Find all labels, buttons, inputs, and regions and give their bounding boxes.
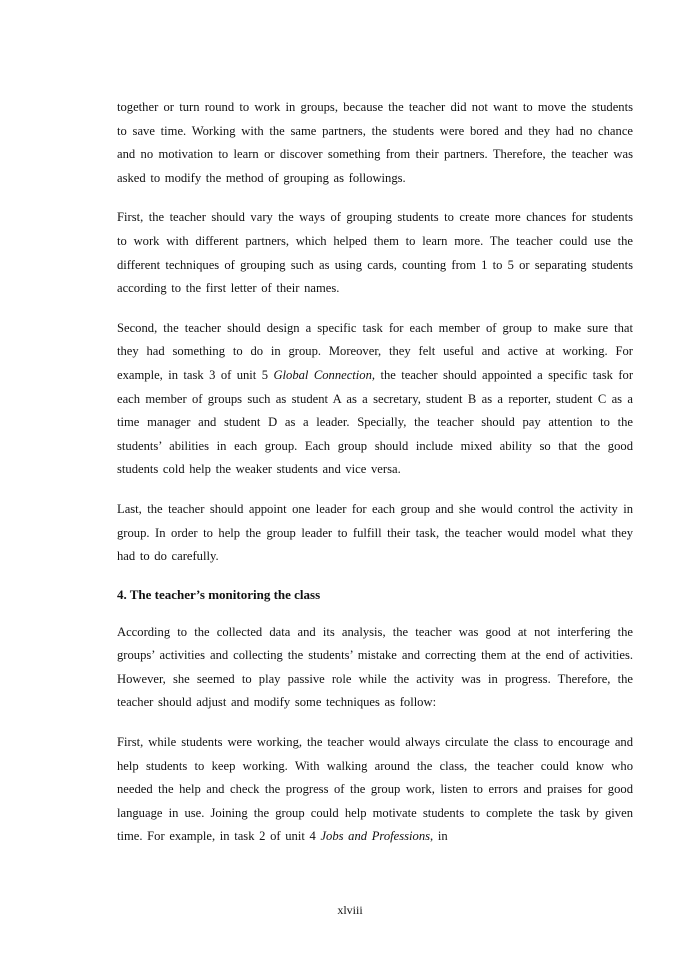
unit-title: Jobs and Professions (320, 829, 431, 844)
paragraph-text: the teacher should appointed a specific task for each member of groups such as student A as a secretary, student B as a reporter, student C as a time manager and student D as a leader. Specially, the teacher should pay attention to the students’ abilities in each group. Each group should include mixed ability so that the good students cold help the weaker students and vice versa. (117, 367, 634, 477)
paragraph-text: Second, the teacher should design a specific task for each member of group to make sure that they had something to do in group. Moreover, they felt useful and active at working. For example, in task 3 of unit 5 (117, 320, 633, 382)
page-body (117, 96, 633, 865)
paragraph-monitoring-analysis: According to the collected data and its analysis, the teacher was good at not interfering the groups’ activities and collecting the students’ mistake and correcting them at the end of activities. However, she seemed to play passive role while the activity was in progress. Therefore, the teacher should adjust and modify some techniques as follow: (117, 624, 633, 710)
paragraph-specific-task (117, 317, 633, 482)
paragraph-grouping-problem: together or turn round to work in groups, because the teacher did not want to move the students to save time. Working with the same partners, the students were bored and they had no chance and no motivation to learn or discover something from their partners. Therefore, the teacher was asked to modify the method of grouping as followings. (117, 100, 633, 185)
paragraph-circulate-class (117, 731, 633, 849)
paragraph-text: , in (430, 829, 448, 844)
page-number: xlviii (337, 903, 363, 917)
unit-title: Global Connection, (273, 367, 376, 382)
section-heading: 4. The teacher’s monitoring the class (117, 586, 321, 602)
paragraph-text: First, while students were working, the teacher would always circulate the class to encourage and help students to keep working. With walking around the class, the teacher could know who needed the help and check the progress of the group work, listen to errors and praises for good language in use. Joining the group could help motivate students to complete the task by given time. For example, in task 2 of unit 4 (117, 735, 633, 844)
paragraph-vary-grouping: First, the teacher should vary the ways of grouping students to create more chances for students to work with different partners, which helped them to learn more. The teacher could use the different techniques of grouping such as using cards, counting from 1 to 5 or separating students according to the first letter of their names. (117, 210, 633, 296)
paragraph-group-leader: Last, the teacher should appoint one leader for each group and she would control the activity in group. In order to help the group leader to fulfill their task, the teacher would model what they had to do carefully. (117, 501, 633, 564)
